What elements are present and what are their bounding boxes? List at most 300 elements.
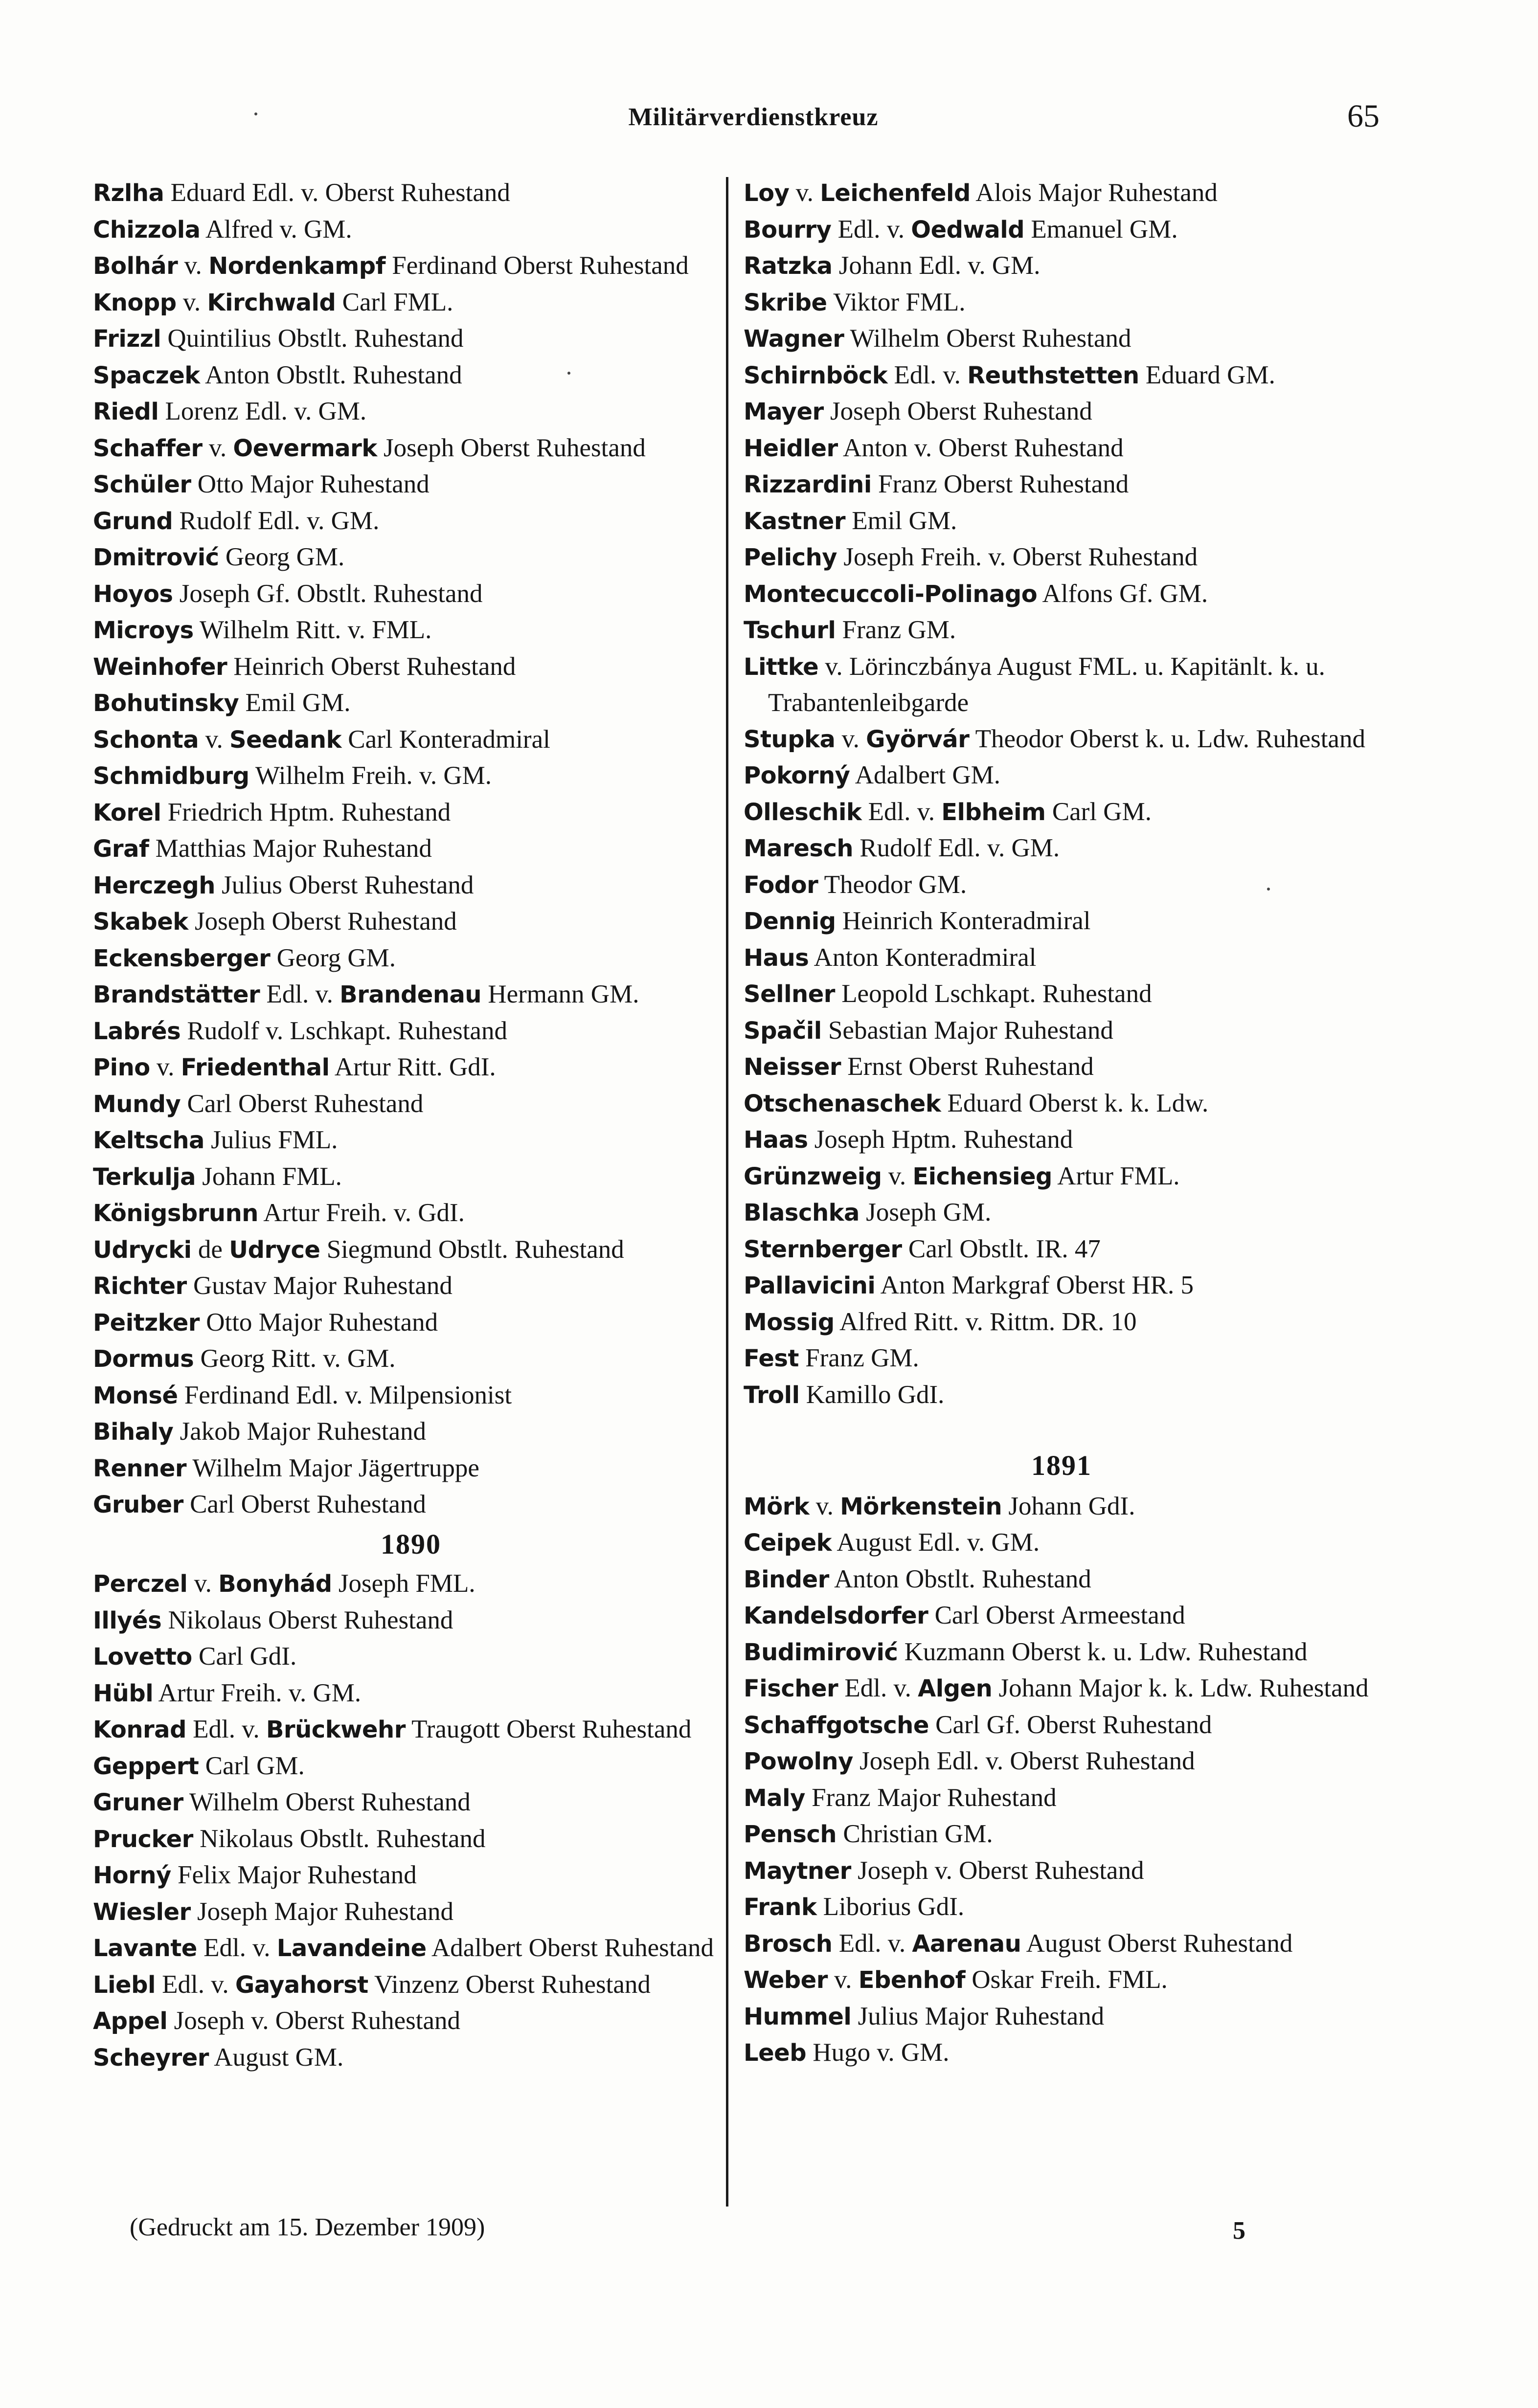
list-item (93, 758, 729, 795)
list-item (744, 357, 1380, 394)
surname: Wiesler (93, 1898, 191, 1926)
surname: Chizzola (93, 216, 201, 244)
surname: Olleschik (744, 798, 862, 826)
entry-details: Heinrich Konteradmiral (836, 907, 1091, 935)
surname: Peitzker (93, 1309, 200, 1337)
surname: Mossig (744, 1308, 835, 1336)
list-item (744, 903, 1380, 940)
list-item (93, 1894, 729, 1931)
surname: Pelichy (744, 544, 837, 571)
entry-details: Ernst Oberst Ruhestand (841, 1052, 1094, 1081)
surname: Binder (744, 1565, 829, 1593)
list-item (93, 977, 729, 1013)
surname: Sellner (744, 981, 835, 1008)
list-item (93, 795, 729, 831)
entry-details: Carl GM. (199, 1751, 305, 1780)
list-item (744, 830, 1380, 867)
surname: Skribe (744, 289, 827, 316)
list-item (744, 721, 1380, 758)
list-item (744, 1926, 1380, 1962)
list-item (744, 285, 1380, 321)
entry-details: Carl GM. (1045, 797, 1152, 826)
entry-details: Theodor GM. (818, 870, 967, 899)
entry-details: Joseph Oberst Ruhestand (823, 397, 1092, 425)
surname: Györvár (866, 725, 970, 753)
surname: Knopp (93, 289, 177, 316)
entry-details: Carl GdI. (192, 1642, 297, 1671)
list-item (93, 2003, 729, 2040)
list-item (744, 1816, 1380, 1853)
entry-details: Johann Major k. k. Ldw. Ruhestand (992, 1674, 1369, 1702)
entry-details: Nikolaus Obstlt. Ruhestand (193, 1824, 486, 1853)
list-item (744, 1377, 1380, 1414)
surname: Gruner (93, 1789, 183, 1816)
surname: Geppert (93, 1752, 199, 1780)
surname: Leeb (744, 2039, 807, 2067)
entry-details: Anton Markgraf Oberst HR. 5 (875, 1271, 1194, 1299)
list-item (93, 1232, 729, 1269)
entry-details: Jakob Major Ruhestand (173, 1417, 427, 1446)
entry-details: Anton Obstlt. Ruhestand (200, 360, 462, 389)
surname: Bolhár (93, 252, 178, 280)
surname: Brandenau (339, 981, 482, 1008)
list-item (744, 1489, 1380, 1525)
entry-details: Franz GM. (798, 1344, 919, 1372)
entry-details: Carl Oberst Armeestand (928, 1601, 1185, 1629)
entry-details: Sebastian Major Ruhestand (821, 1016, 1113, 1045)
entry-details: Otto Major Ruhestand (191, 470, 430, 498)
column-divider (726, 177, 728, 2207)
entry-details: Wilhelm Major Jägertruppe (186, 1453, 479, 1482)
surname: Perczel (93, 1570, 188, 1598)
entry-details: Eduard GM. (1139, 360, 1275, 389)
surname: Liebl (93, 1971, 156, 1999)
surname: Skabek (93, 908, 188, 936)
list-item (744, 1086, 1380, 1122)
entry-details: Johann GdI. (1002, 1492, 1135, 1520)
surname: Mayer (744, 398, 824, 425)
entry-details: v. (789, 178, 820, 207)
surname: Riedl (93, 398, 159, 425)
list-item (744, 976, 1380, 1013)
entry-details: Alfred Ritt. v. Rittm. DR. 10 (834, 1307, 1137, 1336)
entry-details: Nikolaus Oberst Ruhestand (161, 1605, 453, 1634)
entry-details: Artur Freih. v. GM. (153, 1678, 362, 1707)
list-item (93, 1748, 729, 1785)
surname: Dmitrović (93, 544, 219, 571)
surname: Maytner (744, 1857, 851, 1885)
list-item (744, 758, 1380, 794)
surname: Otschenaschek (744, 1090, 941, 1117)
surname: Bihaly (93, 1418, 174, 1446)
entry-details: Ferdinand Edl. v. Milpensionist (178, 1381, 512, 1409)
list-item (93, 503, 729, 540)
right-column (744, 175, 1380, 2072)
entry-details: Edl. v. (832, 1929, 912, 1958)
sheet-signature: 5 (1233, 2217, 1245, 2245)
entry-details: v. (809, 1492, 840, 1520)
print-speck (567, 372, 570, 375)
list-item (744, 1671, 1380, 1707)
entry-details: Franz Oberst Ruhestand (871, 470, 1129, 498)
surname: Powolny (744, 1748, 853, 1775)
surname: Gruber (93, 1491, 183, 1518)
entry-details: Kamillo GdI. (799, 1380, 945, 1409)
list-item (93, 1821, 729, 1858)
entry-details: Artur Ritt. GdI. (329, 1053, 496, 1081)
entry-details: Joseph Gf. Obstlt. Ruhestand (173, 579, 483, 608)
surname: Spaczek (93, 361, 200, 389)
entry-details: Artur Freih. v. GdI. (258, 1199, 465, 1227)
list-item (744, 1743, 1380, 1780)
list-item (93, 467, 729, 503)
entry-details: v. (835, 724, 866, 753)
surname: Maly (744, 1784, 805, 1812)
surname: Hoyos (93, 580, 173, 608)
list-item (93, 1122, 729, 1159)
list-item (744, 248, 1380, 285)
surname: Graf (93, 835, 149, 863)
surname: Königsbrunn (93, 1200, 258, 1227)
list-item (744, 212, 1380, 248)
entry-details: Lorenz Edl. v. GM. (158, 397, 367, 425)
entry-details: Heinrich Oberst Ruhestand (227, 652, 516, 681)
list-item (744, 940, 1380, 977)
surname: Algen (918, 1675, 993, 1702)
surname: Ratzka (744, 252, 833, 280)
list-item (93, 1675, 729, 1712)
entry-details: Joseph Major Ruhestand (190, 1897, 454, 1926)
entry-details: Emanuel GM. (1024, 215, 1178, 244)
surname: Microys (93, 617, 194, 644)
list-item (93, 1159, 729, 1196)
surname: Oedwald (911, 216, 1025, 244)
surname: Eichensieg (912, 1162, 1052, 1190)
left-column (93, 175, 729, 2076)
surname: Hübl (93, 1679, 154, 1707)
entry-list-1890 (93, 1566, 729, 2076)
surname: Brosch (744, 1930, 833, 1958)
page-number: 65 (1347, 98, 1380, 134)
surname: Terkulja (93, 1163, 196, 1191)
surname: Pokorný (744, 762, 850, 789)
surname: Monsé (93, 1382, 178, 1409)
entry-details: Julius Oberst Ruhestand (215, 870, 474, 899)
entry-details: Anton Konteradmiral (809, 943, 1037, 972)
surname: Prucker (93, 1825, 193, 1853)
surname: Pensch (744, 1821, 837, 1848)
entry-details: Edl. v. (186, 1715, 266, 1743)
entry-details: Rudolf Edl. v. GM. (173, 506, 380, 535)
list-item (744, 1159, 1380, 1195)
surname: Weber (744, 1966, 828, 1994)
entry-details: Carl Konteradmiral (341, 725, 550, 754)
list-item (93, 248, 729, 285)
surname: Fischer (744, 1675, 838, 1702)
entry-details: Joseph Oberst Ruhestand (377, 433, 646, 462)
list-item (93, 1305, 729, 1341)
entry-details: Joseph v. Oberst Ruhestand (851, 1856, 1144, 1885)
surname: Ebenhof (858, 1966, 966, 1994)
list-item (744, 1634, 1380, 1671)
list-item (744, 1598, 1380, 1634)
list-item (744, 1231, 1380, 1268)
surname: Herczegh (93, 871, 215, 899)
surname: Konrad (93, 1716, 186, 1743)
surname: Schüler (93, 471, 191, 498)
list-item (93, 649, 729, 686)
list-item (744, 467, 1380, 503)
surname: Kandelsdorfer (744, 1602, 928, 1629)
list-item (93, 1639, 729, 1675)
surname: Tschurl (744, 617, 836, 644)
list-item (744, 1195, 1380, 1231)
list-item (744, 503, 1380, 540)
list-item (93, 212, 729, 248)
list-item (744, 1999, 1380, 2035)
surname: Sternberger (744, 1235, 902, 1263)
entry-details: Georg GM. (270, 943, 396, 972)
list-item (93, 1487, 729, 1523)
list-item (744, 1304, 1380, 1341)
surname: Reuthstetten (967, 361, 1139, 389)
entry-details: Edl. v. (831, 215, 911, 244)
list-item (93, 904, 729, 940)
surname: Korel (93, 799, 161, 826)
list-item (744, 1780, 1380, 1817)
entry-details: v. (827, 1965, 859, 1994)
surname: Rzlha (93, 179, 164, 207)
entry-details: Johann Edl. v. GM. (832, 251, 1040, 280)
entry-details: Gustav Major Ruhestand (186, 1271, 452, 1300)
surname: Hummel (744, 2003, 852, 2030)
entry-details: Friedrich Hptm. Ruhestand (161, 798, 451, 826)
surname: Friedenthal (181, 1054, 330, 1081)
entry-details: Matthias Major Ruhestand (149, 834, 432, 863)
surname: Loy (744, 179, 790, 207)
entry-details: v. (882, 1161, 913, 1190)
list-item (744, 1013, 1380, 1049)
entry-details: Edl. v. (887, 360, 968, 389)
surname: Keltscha (93, 1127, 204, 1154)
list-item (744, 576, 1380, 613)
entry-details: August Edl. v. GM. (832, 1528, 1040, 1557)
surname: Bohutinsky (93, 690, 239, 717)
surname: Frizzl (93, 325, 161, 353)
surname: Renner (93, 1454, 187, 1482)
surname: Wagner (744, 325, 844, 353)
surname: Seedank (229, 726, 342, 754)
entry-details: Carl Oberst Ruhestand (181, 1089, 424, 1118)
surname: Littke (744, 653, 819, 681)
list-item (93, 1378, 729, 1414)
list-item (93, 685, 729, 722)
entry-details: Artur FML. (1052, 1161, 1180, 1190)
surname: Udryce (229, 1236, 320, 1264)
surname: Montecuccoli-Polinago (744, 580, 1038, 608)
list-item (93, 285, 729, 321)
surname: Bourry (744, 216, 832, 244)
entry-details: Traugott Oberst Ruhestand (405, 1715, 692, 1743)
entry-details: Edl. v. (155, 1970, 235, 1999)
entry-details: v. Lörinczbánya August FML. u. Kapitänlt. k. u. Trabantenleibgarde (768, 652, 1325, 717)
surname: Pino (93, 1054, 150, 1081)
entry-details: Hermann GM. (481, 980, 639, 1008)
left-entry-list (93, 175, 729, 1523)
entry-details: Otto Major Ruhestand (199, 1308, 438, 1337)
surname: Gayahorst (235, 1971, 368, 1999)
surname: Heidler (744, 434, 838, 462)
list-item (93, 1967, 729, 2004)
surname: Mundy (93, 1090, 181, 1118)
entry-details: Theodor Oberst k. u. Ldw. Ruhestand (969, 724, 1365, 753)
surname: Udrycki (93, 1236, 192, 1264)
entry-details: Christian GM. (837, 1820, 993, 1848)
entry-details: Julius FML. (204, 1126, 338, 1154)
list-item (744, 1122, 1380, 1159)
entry-details: Johann FML. (195, 1162, 342, 1191)
year-heading-1890: 1890 (381, 1528, 441, 1560)
list-item (744, 1707, 1380, 1744)
entry-details: August Oberst Ruhestand (1021, 1929, 1293, 1958)
list-item (93, 394, 729, 430)
list-item (93, 175, 729, 212)
list-item (93, 539, 729, 576)
surname: Schaffgotsche (744, 1711, 929, 1739)
entry-details: Edl. v. (197, 1934, 277, 1962)
entry-details: Joseph FML. (332, 1569, 475, 1598)
list-item (744, 539, 1380, 576)
list-item (744, 867, 1380, 904)
entry-details: Leopold Lschkapt. Ruhestand (835, 980, 1152, 1008)
entry-details: Anton v. Oberst Ruhestand (837, 433, 1124, 462)
surname: Maresch (744, 835, 854, 862)
list-item (93, 1930, 729, 1967)
surname: Leichenfeld (820, 179, 971, 207)
surname: Schmidburg (93, 762, 249, 790)
entry-details: Oskar Freih. FML. (965, 1965, 1168, 1994)
list-item (93, 1450, 729, 1487)
list-item (744, 1962, 1380, 1999)
surname: Lovetto (93, 1643, 192, 1671)
list-item (93, 940, 729, 977)
surname: Kirchwald (207, 289, 336, 316)
right-entry-list (744, 175, 1380, 1413)
entry-details: v. (202, 433, 233, 462)
surname: Schirnböck (744, 361, 888, 389)
surname: Nordenkampf (208, 252, 386, 280)
entry-details: v. (178, 251, 209, 280)
entry-details: Liborius GdI. (816, 1893, 965, 1921)
entry-details: Georg Ritt. v. GM. (194, 1344, 396, 1373)
list-item (744, 1853, 1380, 1890)
surname: Spačil (744, 1017, 822, 1045)
surname: Labrés (93, 1017, 181, 1045)
entry-details: Vinzenz Oberst Ruhestand (368, 1970, 651, 1999)
entry-details: v. (199, 725, 229, 754)
entry-details: Rudolf v. Lschkapt. Ruhestand (181, 1016, 507, 1045)
surname: Lavante (93, 1935, 197, 1962)
surname: Haas (744, 1126, 808, 1154)
entry-details: Wilhelm Oberst Ruhestand (844, 324, 1131, 353)
entry-details: Adalbert GM. (850, 761, 1001, 789)
surname: Oevermark (233, 434, 377, 462)
entry-details: Alfred v. GM. (200, 215, 352, 244)
list-item (744, 2035, 1380, 2072)
print-speck (1267, 888, 1270, 891)
surname: Illyés (93, 1606, 162, 1634)
list-item (744, 430, 1380, 467)
entry-details: Carl FML. (336, 288, 453, 316)
surname: Dormus (93, 1345, 194, 1373)
entry-details: August GM. (208, 2043, 344, 2072)
list-item (93, 576, 729, 613)
entry-details: Eduard Oberst k. k. Ldw. (941, 1089, 1209, 1117)
list-item (93, 1712, 729, 1748)
list-item (93, 831, 729, 868)
surname: Brandstätter (93, 981, 260, 1008)
surname: Grund (93, 507, 173, 535)
entry-details: Julius Major Ruhestand (851, 2002, 1105, 2030)
list-item (744, 1049, 1380, 1086)
entry-details: Wilhelm Freih. v. GM. (249, 761, 492, 790)
entry-details: Joseph GM. (859, 1198, 992, 1226)
surname: Aarenau (912, 1930, 1021, 1958)
list-item (744, 1340, 1380, 1377)
entry-details: Edl. v. (861, 797, 942, 826)
entry-details: Carl Obstlt. IR. 47 (902, 1234, 1101, 1263)
list-item (93, 1603, 729, 1639)
entry-details: de (191, 1235, 229, 1264)
surname: Fodor (744, 871, 818, 899)
list-item (93, 1268, 729, 1305)
list-item (744, 1889, 1380, 1926)
running-title: Militärverdienstkreuz (628, 103, 879, 131)
entry-details: v. (187, 1569, 219, 1598)
list-item (93, 430, 729, 467)
surname: Dennig (744, 908, 836, 935)
surname: Horný (93, 1862, 171, 1889)
surname: Pallavicini (744, 1272, 876, 1299)
surname: Schaffer (93, 434, 203, 462)
surname: Neisser (744, 1053, 841, 1081)
list-item (744, 394, 1380, 430)
list-item (93, 1566, 729, 1603)
surname: Richter (93, 1272, 187, 1300)
list-item (744, 649, 1380, 721)
entry-details: v. (176, 288, 207, 316)
list-item (744, 612, 1380, 649)
list-item (93, 1857, 729, 1894)
list-item (93, 1195, 729, 1232)
list-item (93, 868, 729, 904)
list-item (744, 1525, 1380, 1561)
entry-details: Joseph Edl. v. Oberst Ruhestand (853, 1747, 1195, 1775)
entry-details: Georg GM. (219, 543, 345, 571)
surname: Ceipek (744, 1529, 832, 1557)
list-item (93, 1086, 729, 1123)
list-item (744, 175, 1380, 212)
list-item (93, 1013, 729, 1050)
entry-details: Joseph Oberst Ruhestand (188, 907, 457, 936)
list-item (93, 612, 729, 649)
list-item (93, 2040, 729, 2076)
surname: Eckensberger (93, 944, 271, 972)
entry-details: Alfons Gf. GM. (1037, 579, 1208, 608)
entry-details: Carl Gf. Oberst Ruhestand (928, 1710, 1212, 1739)
surname: Budimirović (744, 1638, 898, 1666)
year-heading-1891: 1891 (1031, 1449, 1092, 1481)
